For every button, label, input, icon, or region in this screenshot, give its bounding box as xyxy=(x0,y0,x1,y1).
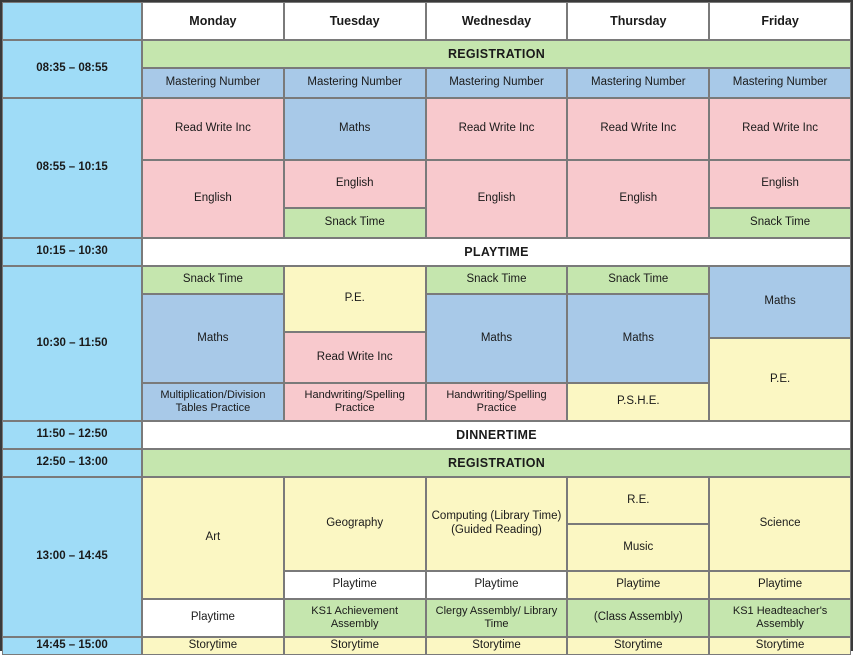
midmorning-tuesday xyxy=(284,266,426,421)
cell-tuesday-ks1-achievement-assembly: KS1 Achievement Assembly xyxy=(284,599,426,637)
row-registration-am xyxy=(2,40,851,98)
time-afternoon: 13:00 – 14:45 xyxy=(2,477,142,637)
cell-friday-english: English xyxy=(709,160,851,208)
cell-wednesday-computing: Computing (Library Time) (Guided Reading) xyxy=(426,477,568,571)
cell-friday-read-write-inc: Read Write Inc xyxy=(709,98,851,160)
row-playtime xyxy=(2,238,851,266)
cell-wednesday-read-write-inc: Read Write Inc xyxy=(426,98,568,160)
header-row xyxy=(2,2,851,40)
cell-monday-english: English xyxy=(142,160,284,238)
band-registration-pm: REGISTRATION xyxy=(142,449,851,477)
cell-thursday-english: English xyxy=(567,160,709,238)
cell-mastering-number-wednesday: Mastering Number xyxy=(426,68,568,98)
cell-friday-snack-time: Snack Time xyxy=(709,208,851,238)
header-day-wednesday: Wednesday xyxy=(426,2,568,40)
cell-thursday-maths: Maths xyxy=(567,294,709,383)
time-registration-pm: 12:50 – 13:00 xyxy=(2,449,142,477)
cell-friday-maths: Maths xyxy=(709,266,851,338)
cell-mastering-number-thursday: Mastering Number xyxy=(567,68,709,98)
cell-wednesday-handwriting-spelling: Handwriting/Spelling Practice xyxy=(426,383,568,421)
cell-wednesday-playtime: Playtime xyxy=(426,571,568,599)
band-playtime: PLAYTIME xyxy=(142,238,851,266)
cell-friday-storytime: Storytime xyxy=(709,637,851,655)
row-midmorning xyxy=(2,266,851,421)
cell-monday-playtime: Playtime xyxy=(142,599,284,637)
afternoon-tuesday xyxy=(284,477,426,637)
morning-wednesday xyxy=(426,98,568,238)
cell-monday-maths: Maths xyxy=(142,294,284,383)
cell-mastering-number-friday: Mastering Number xyxy=(709,68,851,98)
cell-friday-science: Science xyxy=(709,477,851,571)
cell-thursday-class-assembly: (Class Assembly) xyxy=(567,599,709,637)
time-storytime: 14:45 – 15:00 xyxy=(2,637,142,655)
cell-friday-pe: P.E. xyxy=(709,338,851,421)
time-registration-am: 08:35 – 08:55 xyxy=(2,40,142,98)
cell-wednesday-english: English xyxy=(426,160,568,238)
row-storytime xyxy=(2,637,851,655)
band-dinnertime: DINNERTIME xyxy=(142,421,851,449)
row-afternoon xyxy=(2,477,851,637)
afternoon-monday xyxy=(142,477,284,637)
midmorning-monday xyxy=(142,266,284,421)
cell-tuesday-pe: P.E. xyxy=(284,266,426,332)
header-time-col xyxy=(2,2,142,40)
cell-tuesday-geography: Geography xyxy=(284,477,426,571)
cell-tuesday-english: English xyxy=(284,160,426,208)
cell-thursday-pshe: P.S.H.E. xyxy=(567,383,709,421)
cell-mastering-number-monday: Mastering Number xyxy=(142,68,284,98)
row-morning xyxy=(2,98,851,238)
header-day-friday: Friday xyxy=(709,2,851,40)
cell-wednesday-clergy-assembly: Clergy Assembly/ Library Time xyxy=(426,599,568,637)
cell-tuesday-storytime: Storytime xyxy=(284,637,426,655)
cell-tuesday-handwriting-spelling: Handwriting/Spelling Practice xyxy=(284,383,426,421)
cell-tuesday-read-write-inc: Read Write Inc xyxy=(284,332,426,383)
time-playtime: 10:15 – 10:30 xyxy=(2,238,142,266)
cell-thursday-storytime: Storytime xyxy=(567,637,709,655)
cell-thursday-re: R.E. xyxy=(567,477,709,524)
morning-monday xyxy=(142,98,284,238)
cell-thursday-playtime: Playtime xyxy=(567,571,709,599)
header-day-monday: Monday xyxy=(142,2,284,40)
cell-monday-read-write-inc: Read Write Inc xyxy=(142,98,284,160)
afternoon-wednesday xyxy=(426,477,568,637)
midmorning-wednesday xyxy=(426,266,568,421)
header-day-thursday: Thursday xyxy=(567,2,709,40)
morning-thursday xyxy=(567,98,709,238)
cell-friday-headteacher-assembly: KS1 Headteacher's Assembly xyxy=(709,599,851,637)
cell-thursday-snack-time: Snack Time xyxy=(567,266,709,294)
morning-friday xyxy=(709,98,851,238)
cell-tuesday-playtime: Playtime xyxy=(284,571,426,599)
afternoon-friday xyxy=(709,477,851,637)
cell-tuesday-snack-time: Snack Time xyxy=(284,208,426,238)
cell-monday-snack-time: Snack Time xyxy=(142,266,284,294)
cell-thursday-read-write-inc: Read Write Inc xyxy=(567,98,709,160)
band-registration-am: REGISTRATION xyxy=(142,40,851,68)
cell-thursday-music: Music xyxy=(567,524,709,571)
time-morning: 08:55 – 10:15 xyxy=(2,98,142,238)
cell-mastering-number-tuesday: Mastering Number xyxy=(284,68,426,98)
cell-friday-playtime: Playtime xyxy=(709,571,851,599)
time-midmorning: 10:30 – 11:50 xyxy=(2,266,142,421)
cell-monday-tables-practice: Multiplication/Division Tables Practice xyxy=(142,383,284,421)
morning-tuesday xyxy=(284,98,426,238)
cell-wednesday-snack-time: Snack Time xyxy=(426,266,568,294)
time-dinnertime: 11:50 – 12:50 xyxy=(2,421,142,449)
midmorning-friday xyxy=(709,266,851,421)
cell-tuesday-maths: Maths xyxy=(284,98,426,160)
row-registration-pm xyxy=(2,449,851,477)
registration-am-stack xyxy=(142,40,851,98)
mastering-number-row xyxy=(142,68,851,98)
row-dinnertime xyxy=(2,421,851,449)
cell-monday-storytime: Storytime xyxy=(142,637,284,655)
midmorning-thursday xyxy=(567,266,709,421)
afternoon-thursday xyxy=(567,477,709,637)
header-day-tuesday: Tuesday xyxy=(284,2,426,40)
cell-wednesday-storytime: Storytime xyxy=(426,637,568,655)
cell-monday-art: Art xyxy=(142,477,284,599)
cell-wednesday-maths: Maths xyxy=(426,294,568,383)
